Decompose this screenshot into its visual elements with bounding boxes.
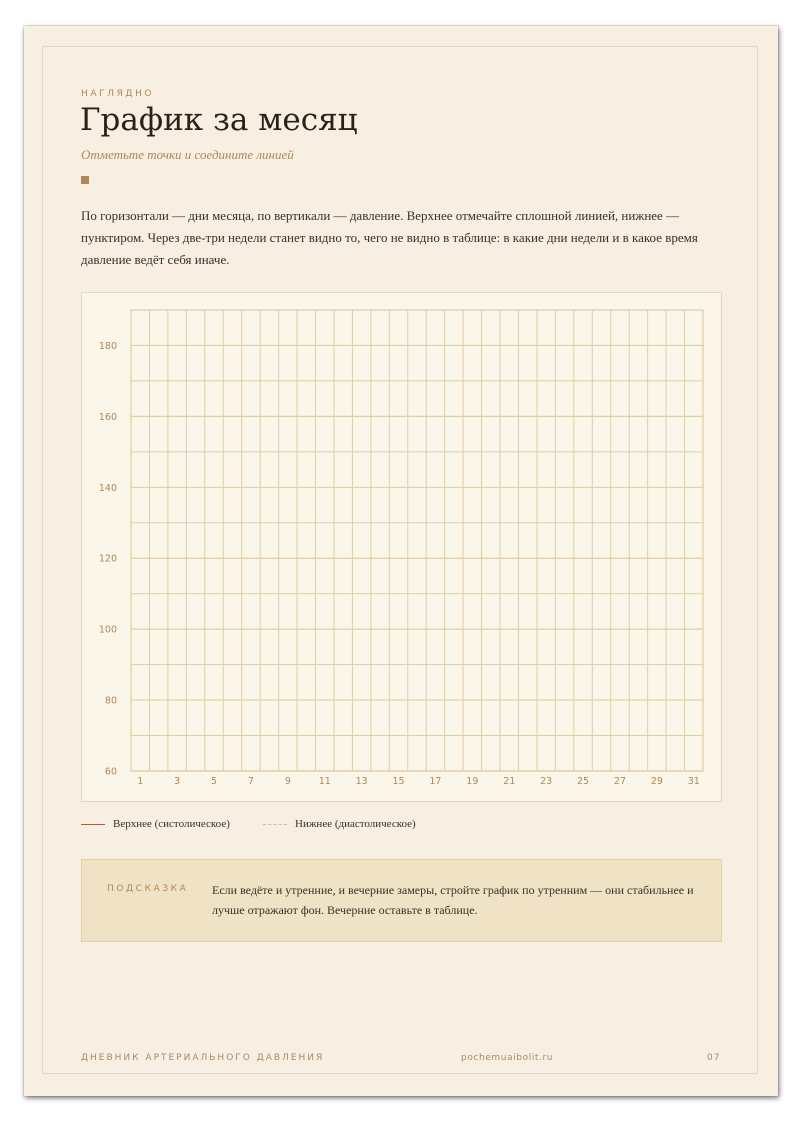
x-tick-label: 31	[687, 776, 700, 787]
x-tick-label: 7	[247, 776, 254, 787]
chart-panel	[81, 292, 722, 802]
x-tick-label: 15	[392, 776, 405, 787]
y-tick-label: 120	[98, 553, 117, 565]
legend-label-systolic: Верхнее (систолическое)	[113, 818, 230, 830]
x-tick-label: 21	[503, 776, 516, 787]
blood-pressure-chart	[82, 293, 723, 803]
x-tick-label: 27	[613, 776, 627, 787]
x-tick-label: 1	[137, 776, 144, 787]
accent-square	[81, 176, 89, 184]
tip-text: Если ведёте и утренние, и вечерние замеры, стройте график по утренним — они стабильнее и лучше отражают фон. Вечерние оставьте в таблице.	[212, 883, 694, 917]
footer-title: ДНЕВНИК АРТЕРИАЛЬНОГО ДАВЛЕНИЯ	[81, 1053, 325, 1063]
solid-line-swatch	[81, 824, 105, 825]
y-tick-label: 80	[104, 695, 117, 707]
x-tick-label: 25	[577, 776, 590, 787]
x-tick-label: 17	[429, 776, 442, 787]
tip-label: ПОДСКАЗКА	[107, 884, 189, 894]
y-tick-label: 60	[104, 766, 117, 778]
x-tick-label: 23	[540, 776, 553, 787]
x-tick-label: 13	[355, 776, 368, 787]
y-tick-label: 140	[98, 482, 117, 494]
x-tick-label: 3	[174, 776, 181, 787]
dashed-line-swatch	[263, 824, 287, 825]
page-number: 07	[707, 1053, 721, 1063]
tip-box	[81, 859, 722, 942]
y-tick-label: 160	[98, 411, 117, 423]
y-tick-label: 100	[98, 624, 117, 636]
x-tick-label: 29	[650, 776, 663, 787]
legend-item-diastolic	[263, 818, 416, 830]
x-tick-label: 5	[211, 776, 218, 787]
page-sheet	[24, 26, 778, 1096]
page-subtitle: Отметьте точки и соедините линией	[81, 147, 294, 162]
x-tick-label: 9	[284, 776, 291, 787]
page-title: График за месяц	[80, 102, 358, 138]
plot-frame	[131, 310, 703, 771]
y-tick-label: 180	[98, 340, 117, 352]
legend-item-systolic	[81, 818, 230, 830]
section-eyebrow: НАГЛЯДНО	[81, 89, 155, 99]
x-tick-label: 11	[318, 776, 331, 787]
footer-site-link[interactable]: pochemuaibolit.ru	[461, 1053, 554, 1063]
x-tick-label: 19	[466, 776, 479, 787]
intro-paragraph: По горизонтали — дни месяца, по вертикали — давление. Верхнее отмечайте сплошной линией, нижнее — пунктиром. Через две-три недели станет видно то, чего не видно в таблице: в какие дни недели и в какое время давление ведёт себя иначе.	[81, 208, 698, 267]
legend-label-diastolic: Нижнее (диастолическое)	[295, 818, 416, 830]
